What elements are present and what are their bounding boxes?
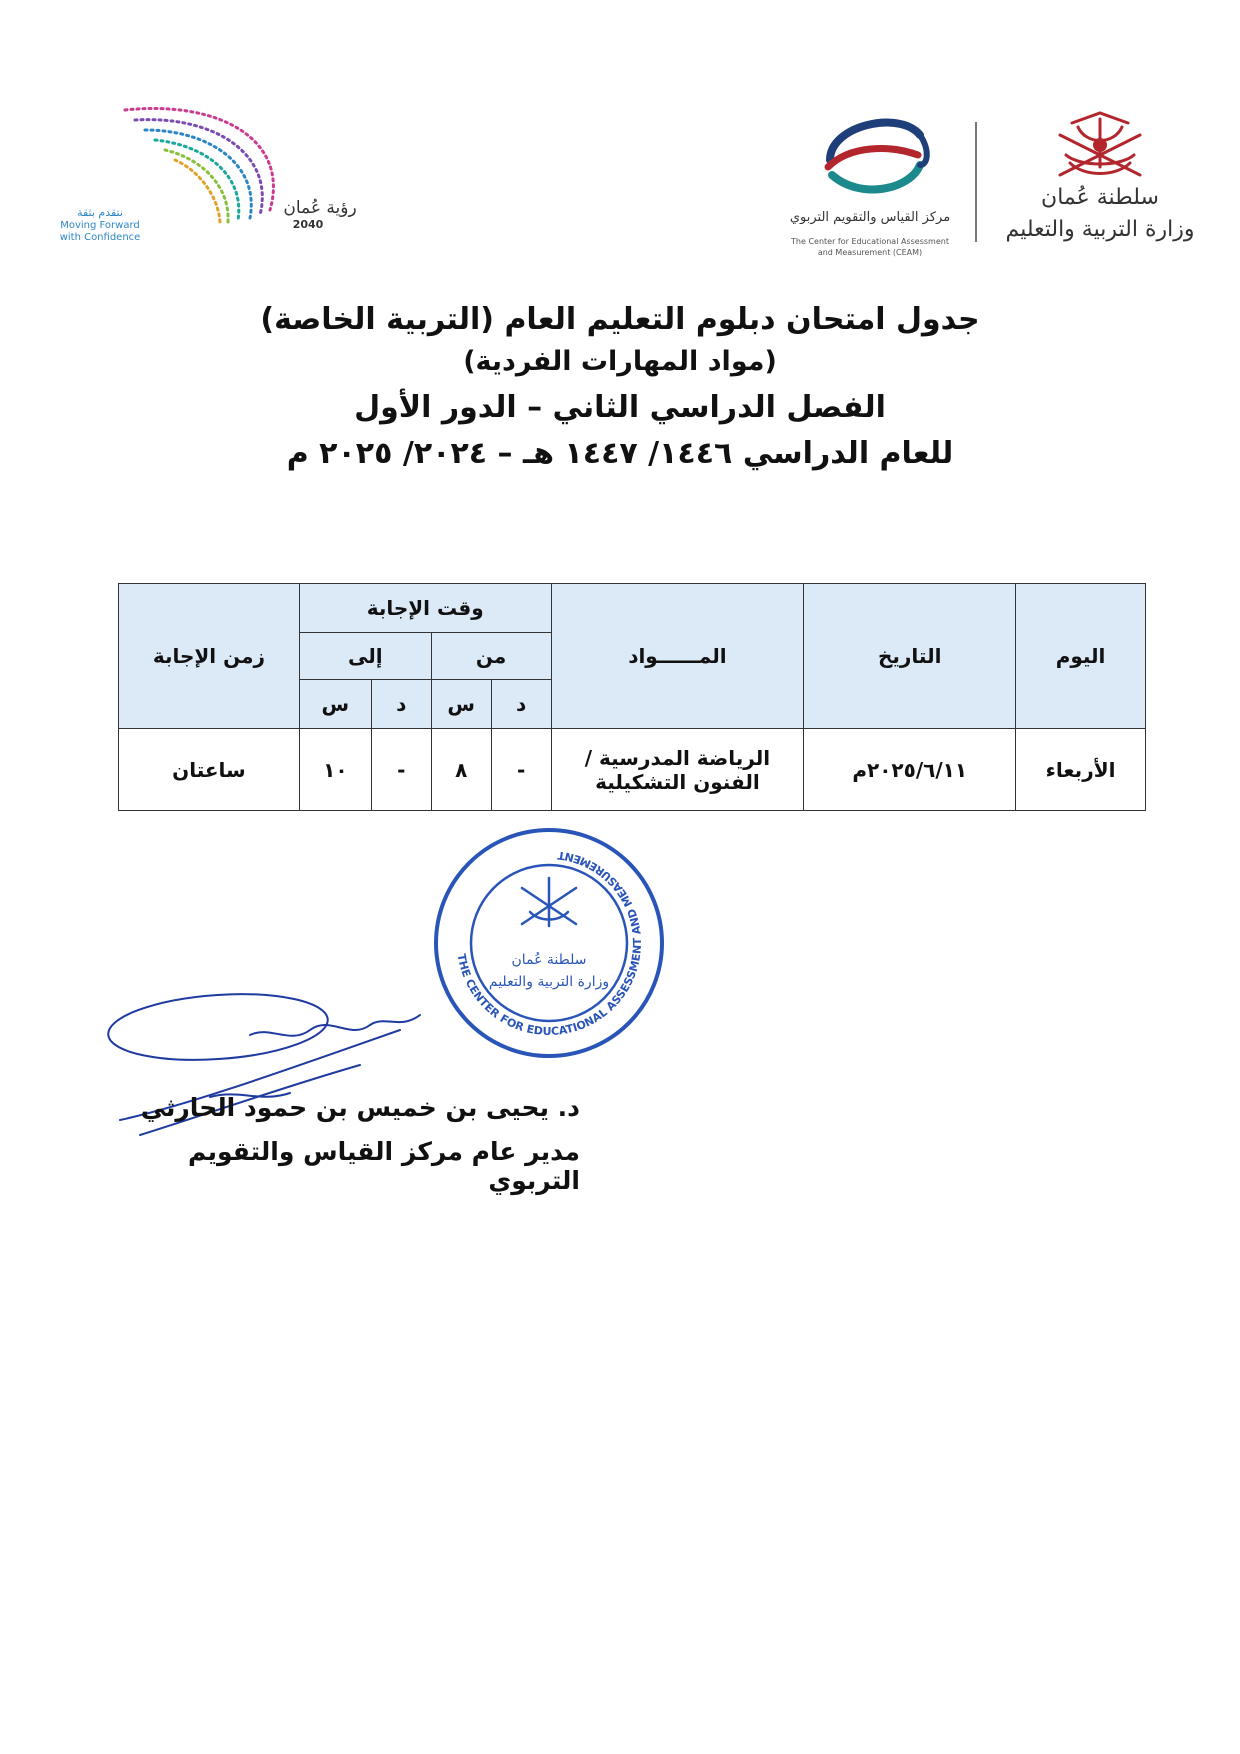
signatory-title: مدير عام مركز القياس والتقويم التربوي — [188, 1137, 580, 1195]
handwritten-signature-icon — [100, 985, 460, 1150]
document-title — [250, 300, 990, 476]
title-line-1: جدول امتحان دبلوم التعليم العام (التربية الخاصة) — [260, 302, 980, 337]
header-day: اليوم — [1016, 584, 1146, 729]
vision-2040-logo — [40, 100, 380, 255]
vision-slogan-ar: نتقدم بثقة — [77, 206, 123, 219]
title-line-2: (مواد المهارات الفردية) — [463, 346, 777, 377]
vision-name-ar: رؤية عُمان — [283, 198, 357, 218]
header-from-minute: د — [491, 680, 551, 729]
subject-line-1: الرياضة المدرسية / — [584, 745, 771, 770]
stamp-seal-icon — [432, 826, 666, 1060]
subject-line-2: الفنون التشكيلية — [595, 769, 760, 794]
cell-date: ٢٠٢٥/٦/١١م — [804, 729, 1016, 811]
cell-subjects — [551, 729, 804, 811]
cell-duration: ساعتان — [119, 729, 300, 811]
exam-schedule-table — [118, 583, 1146, 811]
cell-to-minute: - — [371, 729, 431, 811]
header-answer-time: وقت الإجابة — [299, 584, 551, 633]
vision-slogan-en-line2: with Confidence — [59, 232, 141, 243]
stamp-inner-line1: سلطنة عُمان — [511, 952, 587, 968]
cell-from-hour: ٨ — [431, 729, 491, 811]
center-logo — [770, 105, 970, 265]
header-date: التاريخ — [804, 584, 1016, 729]
header-to-hour: س — [299, 680, 371, 729]
header-to: إلى — [299, 633, 431, 680]
title-line-4: للعام الدراسي ١٤٤٦/ ١٤٤٧ هـ – ٢٠٢٤/ ٢٠٢٥ م — [286, 436, 954, 471]
header-to-minute: د — [371, 680, 431, 729]
title-line-3: الفصل الدراسي الثاني – الدور الأول — [354, 390, 886, 425]
stamp-inner-line2: وزارة التربية والتعليم — [488, 974, 610, 990]
cell-day: الأربعاء — [1016, 729, 1146, 811]
signature-scribble — [100, 985, 460, 1150]
header-duration: زمن الإجابة — [119, 584, 300, 729]
header-divider — [975, 122, 977, 242]
center-name-en-line2: and Measurement (CEAM) — [817, 248, 923, 257]
header-subjects: المــــــواد — [551, 584, 804, 729]
official-stamp — [432, 826, 666, 1060]
signatory-name: د. يحيى بن خميس بن حمود الحارثي — [140, 1093, 580, 1122]
table-row — [119, 729, 1146, 811]
stamp-ring-en: THE CENTER FOR EDUCATIONAL ASSESSMENT AND MEASUREMENT — [454, 848, 645, 1039]
center-name-ar: مركز القياس والتقويم التربوي — [789, 210, 951, 225]
vision-slogan-en-line1: Moving Forward — [60, 220, 140, 231]
header-from-hour: س — [431, 680, 491, 729]
ministry-name-line1: سلطنة عُمان — [1041, 185, 1159, 210]
svg-text:THE CENTER FOR EDUCATIONAL ASS — [455, 848, 644, 1038]
cell-to-hour: ١٠ — [299, 729, 371, 811]
cell-from-minute: - — [491, 729, 551, 811]
ministry-logo — [1000, 105, 1200, 260]
center-name-en-line1: The Center for Educational Assessment — [791, 237, 949, 246]
vision-year: 2040 — [292, 218, 324, 231]
ministry-name-line2: وزارة التربية والتعليم — [1005, 217, 1195, 242]
header-from: من — [431, 633, 551, 680]
ceam-globe-icon — [770, 105, 970, 205]
